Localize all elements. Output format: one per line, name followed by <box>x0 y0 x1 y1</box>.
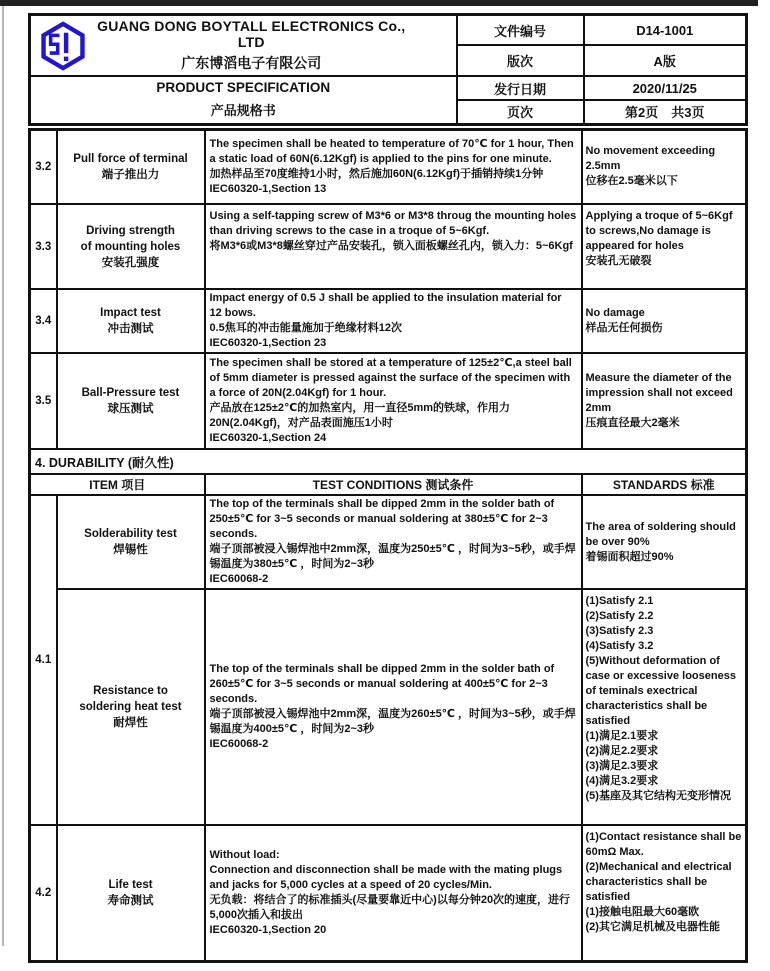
column-header-conditions: TEST CONDITIONS 测试条件 <box>205 474 582 495</box>
item-name: Solderability test 焊锡性 <box>57 495 205 589</box>
standards: No damage 样品无任何损伤 <box>582 289 747 353</box>
test-conditions: The top of the terminals shall be dipped 2mm in the solder bath of 260±5℃ for 3~5 seconds or manual soldering at 400±5℃ for 2~3 seconds. 端子顶部被浸入锡焊池中2mm深，温度为260±5℃ ，时间为3~5秒，或手焊锡温度为400±5℃ ，时间为2~3秒 IEC60068-2 <box>205 589 582 825</box>
table-row <box>30 129 747 204</box>
table-row <box>30 474 747 495</box>
item-name: Life test 寿命测试 <box>57 825 205 961</box>
column-header-standards: STANDARDS 标准 <box>582 474 747 495</box>
row-id: 3.3 <box>30 204 57 289</box>
meta-label-doc-number: 文件编号 <box>457 15 584 46</box>
company-logo-icon <box>35 21 91 71</box>
standards: No movement exceeding 2.5mm 位移在2.5毫米以下 <box>582 129 747 204</box>
row-id: 3.4 <box>30 289 57 353</box>
test-conditions: The specimen shall be stored at a temperature of 125±2℃,a steel ball of 5mm diameter is pressed against the surface of the specimen with a force of 20N(2.04Kgf) for 1 hour. 产品放在125±2℃的加热室内，用一直径5mm的铁球，作用力20N(2.04Kgf)，对产品表面施压1小时 IEC60320-1,Section 24 <box>205 353 582 449</box>
standards: (1)Contact resistance shall be 60mΩ Max. (2)Mechanical and electrical characteristics shall be satisfied (1)接触电阻最大60毫欧 (2)其它满足机械及电器性能 <box>582 825 747 961</box>
table-row <box>30 495 747 589</box>
company-name-zh: 广东博滔电子有限公司 <box>181 55 322 71</box>
table-row <box>30 589 747 825</box>
row-id: 4.1 <box>30 495 57 825</box>
test-conditions: The top of the terminals shall be dipped 2mm in the solder bath of 250±5℃ for 3~5 seconds or manual soldering at 380±5℃ for 2~3 seconds. 端子顶部被浸入锡焊池中2mm深，温度为250±5℃ ，时间为3~5秒，或手焊锡温度为380±5℃ ，时间为2~3秒 IEC60068-2 <box>205 495 582 589</box>
scan-artifact-top-bar <box>0 0 758 6</box>
row-id: 3.5 <box>30 353 57 449</box>
table-row <box>30 76 747 100</box>
header-table <box>28 13 748 126</box>
table-row <box>30 204 747 289</box>
meta-label-issue-date: 发行日期 <box>457 76 584 100</box>
doc-title-cell <box>30 76 457 124</box>
meta-value-issue-date: 2020/11/25 <box>584 76 747 100</box>
table-row <box>30 353 747 449</box>
test-conditions: The specimen shall be heated to temperature of 70℃ for 1 hour, Then a static load of 60N(6.12Kgf) is applied to the pins for one minute. 加热样品至70度维持1小时，然后施加60N(6.12Kgf)于插销持续1分钟 IEC60320-1,Section 13 <box>205 129 582 204</box>
item-name: Impact test 冲击测试 <box>57 289 205 353</box>
table-row <box>30 449 747 474</box>
test-conditions: Without load: Connection and disconnection shall be made with the mating plugs and jacks for 5,000 cycles at a speed of 20 cycles/Min. 无负载：将结合了的标准插头(尽量要靠近中心)以每分钟20次的速度，进行5,000次插入和拔出 IEC60320-1,Section 20 <box>205 825 582 961</box>
doc-title-zh: 产品规格书 <box>210 103 276 119</box>
scan-artifact-left-line <box>2 6 4 946</box>
table-row <box>30 825 747 961</box>
document-content <box>28 13 745 963</box>
meta-label-page: 页次 <box>457 100 584 124</box>
column-header-item: ITEM 项目 <box>30 474 205 495</box>
test-conditions: Using a self-tapping screw of M3*6 or M3*8 throug the mounting holes than driving screws to the case in a troque of 5~6Kgf. 将M3*6或M3*8螺丝穿过产品安装孔，锁入面板螺丝孔内，锁入力：5~6Kgf <box>205 204 582 289</box>
test-conditions: Impact energy of 0.5 J shall be applied to the insulation material for 12 bows. 0.5焦耳的冲击能量施加于绝缘材料12次 IEC60320-1,Section 23 <box>205 289 582 353</box>
item-name: Resistance to soldering heat test 耐焊性 <box>57 589 205 825</box>
item-name: Ball-Pressure test 球压测试 <box>57 353 205 449</box>
spec-table <box>28 128 748 963</box>
table-row <box>30 289 747 353</box>
meta-value-revision: A版 <box>584 45 747 76</box>
table-row <box>30 15 747 46</box>
company-name-en: GUANG DONG BOYTALL ELECTRONICS Co., LTD <box>97 18 406 50</box>
standards: (1)Satisfy 2.1 (2)Satisfy 2.2 (3)Satisfy 2.3 (4)Satisfy 3.2 (5)Without deformation of case or excessive looseness of teminals exectrical characteristics shall be satisfied (1)满足2.1要求 (2)满足2.2要求 (3)满足2.3要求 (4)满足3.2要求 (5)基座及其它结构无变形情况 <box>582 589 747 825</box>
standards: Applying a troque of 5~6Kgf to screws,No damage is appeared for holes 安装孔无破裂 <box>582 204 747 289</box>
meta-value-page: 第2页 共3页 <box>584 100 747 124</box>
doc-title-en: PRODUCT SPECIFICATION <box>156 80 331 96</box>
meta-label-revision: 版次 <box>457 45 584 76</box>
meta-value-doc-number: D14-1001 <box>584 15 747 46</box>
standards: Measure the diameter of the impression shall not exceed 2mm 压痕直径最大2毫米 <box>582 353 747 449</box>
standards: The area of soldering should be over 90% 着锡面积超过90% <box>582 495 747 589</box>
row-id: 3.2 <box>30 129 57 204</box>
row-id: 4.2 <box>30 825 57 961</box>
item-name: Driving strength of mounting holes 安装孔强度 <box>57 204 205 289</box>
item-name: Pull force of terminal 端子推出力 <box>57 129 205 204</box>
company-cell <box>30 15 457 77</box>
section-title-durability: 4. DURABILITY (耐久性) <box>30 449 747 474</box>
